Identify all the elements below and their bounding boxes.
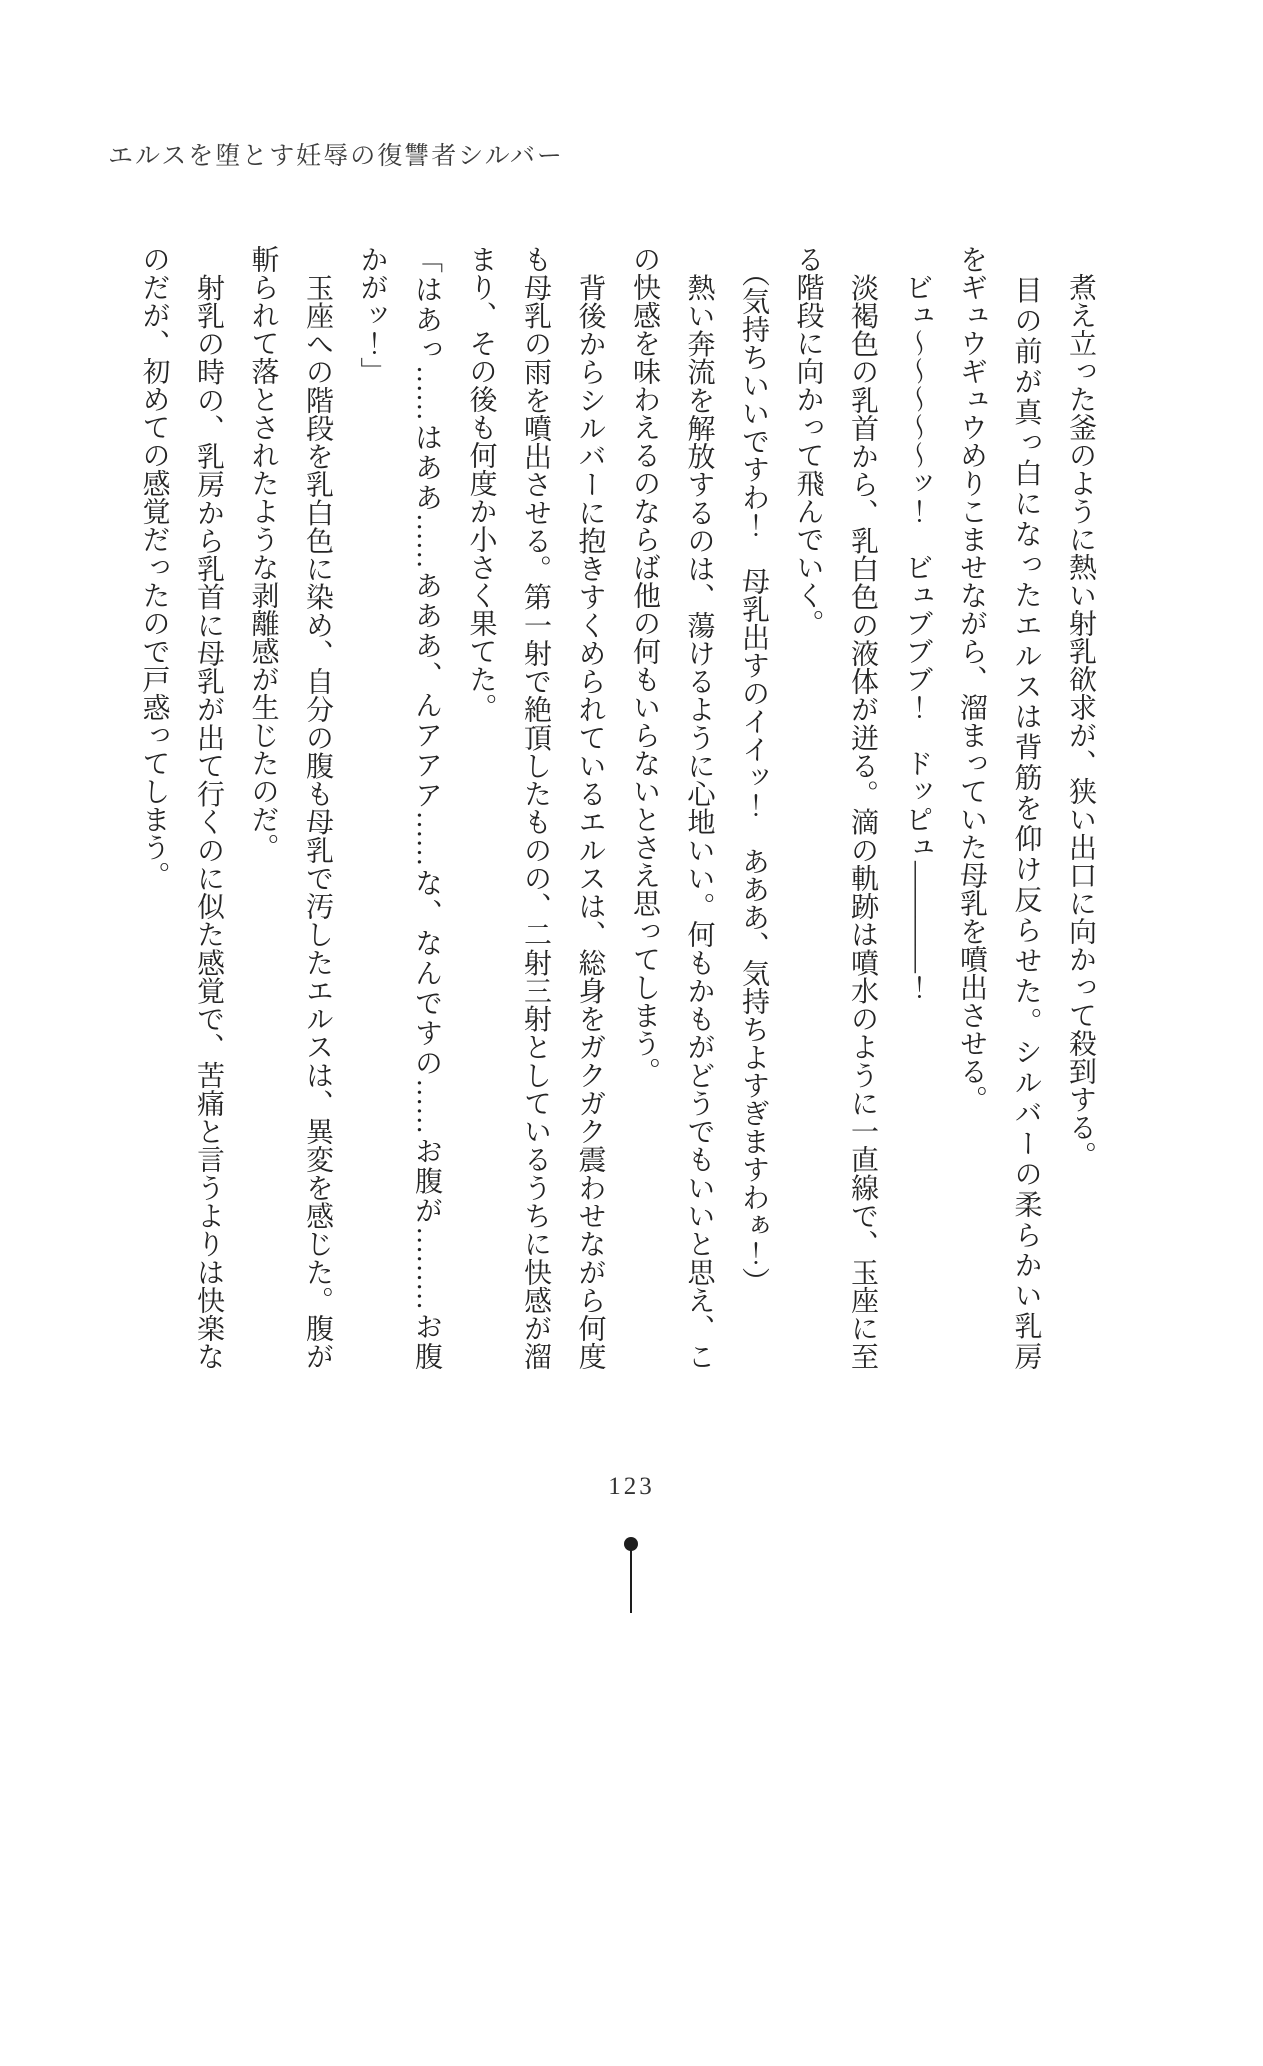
body-text	[126, 245, 1107, 1370]
text-column: の快感を味わえるのならば他の何もいらないとさえ思ってしまう。	[629, 245, 660, 1085]
text-column: 熱い奔流を解放するのは、蕩けるように心地いい。何もかもがどうでもいいと思え、こ	[683, 245, 715, 1370]
text-column: 背後からシルバーに抱きすくめられているエルスは、総身をガクガク震わせながら何度	[574, 245, 606, 1370]
running-header: エルスを堕とす妊辱の復讐者シルバー	[108, 143, 564, 170]
text-column: 玉座への階段を乳白色に染め、自分の腹も母乳で汚したエルスは、異変を感じた。腹が	[302, 245, 333, 1370]
text-column: 目の前が真っ白になったエルスは背筋を仰け反らせた。シルバーの柔らかい乳房	[1010, 245, 1042, 1371]
text-column: 煮え立った釜のように熱い射乳欲求が、狭い出口に向かって殺到する。	[1065, 245, 1096, 1169]
text-column: 淡褐色の乳首から、乳白色の液体が迸る。滴の軌跡は噴水のように一直線で、玉座に至	[847, 245, 878, 1370]
text-column: かがッ！」	[356, 245, 388, 385]
text-column: をギュウギュウめりこませながら、溜まっていた母乳を噴出させる。	[956, 245, 987, 1113]
text-column: まり、その後も何度か小さく果てた。	[465, 245, 497, 721]
footer-ornament-line-icon	[630, 1549, 632, 1613]
text-column: 「はあっ……はああ……あああ、んアアア……な、なんですの……お腹が………お腹	[411, 245, 442, 1370]
text-column: る階段に向かって飛んでいく。	[792, 245, 824, 637]
text-column: ビュ〜〜〜〜〜ッ！ ビュブブブ！ ドッピュ――――！	[901, 245, 933, 1001]
text-column: 射乳の時の、乳房から乳首に母乳が出て行くのに似た感覚で、苦痛と言うよりは快楽な	[193, 245, 224, 1370]
text-column: （気持ちいいですわ！ 母乳出すのイイッ！ あああ、気持ちよすぎますわぁ！）	[738, 245, 769, 1295]
page-number: 123	[608, 1473, 655, 1500]
text-column: も母乳の雨を噴出させる。第一射で絶頂したものの、二射三射としているうちに快感が溜	[520, 245, 551, 1370]
text-column: のだが、初めての感覚だったので戸惑ってしまう。	[138, 245, 170, 889]
text-column: 斬られて落とされたような剥離感が生じたのだ。	[247, 245, 279, 861]
